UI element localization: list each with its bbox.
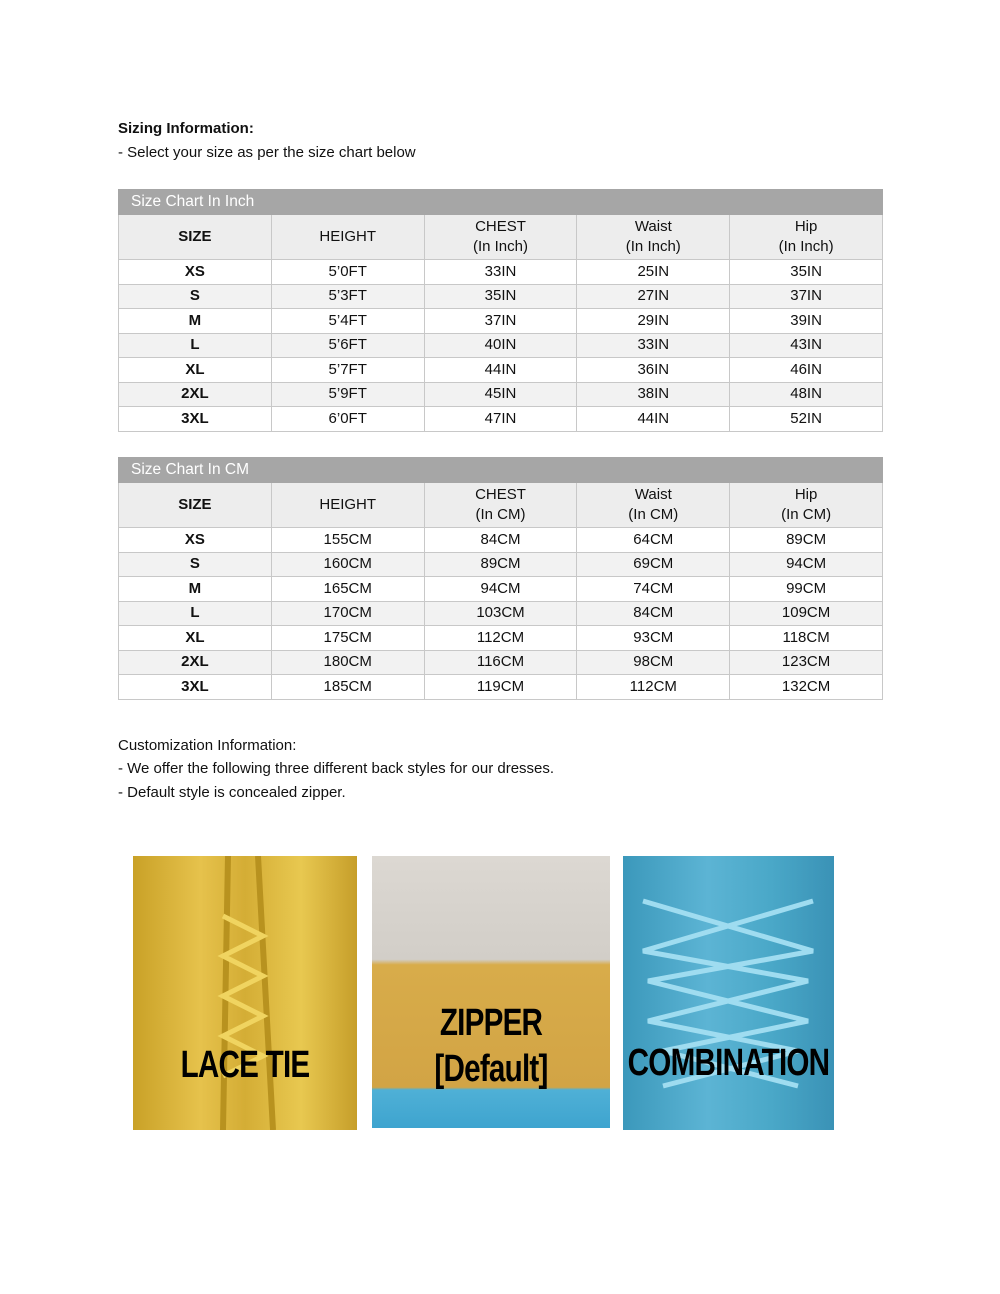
column-header <box>424 483 577 528</box>
table-cell: 175CM <box>271 626 424 651</box>
table-cell: 112CM <box>577 675 730 700</box>
table-cell: 33IN <box>577 333 730 358</box>
column-header <box>730 215 883 260</box>
column-header <box>119 483 272 528</box>
table-cell: 180CM <box>271 650 424 675</box>
table-cell: 6’0FT <box>271 407 424 432</box>
table-cell: 94CM <box>424 577 577 602</box>
size-cell: 3XL <box>119 675 272 700</box>
combination-photo <box>623 856 834 1130</box>
column-header <box>271 215 424 260</box>
column-header-text: Waist <box>634 486 672 503</box>
table-header-row <box>119 215 883 260</box>
table-title: Size Chart In Inch <box>119 190 883 215</box>
size-cell: XS <box>119 528 272 553</box>
column-header-text: (In Inch) <box>778 238 834 255</box>
table-cell: 52IN <box>730 407 883 432</box>
table-row <box>119 650 883 675</box>
column-header <box>271 483 424 528</box>
table-cell: 43IN <box>730 333 883 358</box>
column-header <box>119 215 272 260</box>
column-header-text: CHEST <box>475 218 526 235</box>
table-cell: 45IN <box>424 382 577 407</box>
column-header <box>577 215 730 260</box>
table-cell: 109CM <box>730 601 883 626</box>
table-cell: 123CM <box>730 650 883 675</box>
table-cell: 48IN <box>730 382 883 407</box>
table-row <box>119 577 883 602</box>
zipper-label: ZIPPER <box>439 1002 543 1044</box>
table-cell: 185CM <box>271 675 424 700</box>
table-row <box>119 382 883 407</box>
table-cell: 89CM <box>424 552 577 577</box>
table-row <box>119 601 883 626</box>
size-cell: M <box>119 309 272 334</box>
table-title: Size Chart In CM <box>119 458 883 483</box>
column-header-text: HEIGHT <box>319 496 377 513</box>
table-row <box>119 309 883 334</box>
table-cell: 119CM <box>424 675 577 700</box>
column-header-text: (In CM) <box>781 506 832 523</box>
column-header-text: CHEST <box>475 486 526 503</box>
table-cell: 36IN <box>577 358 730 383</box>
table-cell: 46IN <box>730 358 883 383</box>
table-row <box>119 675 883 700</box>
table-cell: 98CM <box>577 650 730 675</box>
column-header <box>424 215 577 260</box>
size-cell: XS <box>119 260 272 285</box>
size-cell: XL <box>119 626 272 651</box>
table-cell: 160CM <box>271 552 424 577</box>
table-cell: 94CM <box>730 552 883 577</box>
table-cell: 47IN <box>424 407 577 432</box>
size-cell: S <box>119 284 272 309</box>
table-cell: 84CM <box>577 601 730 626</box>
table-cell: 39IN <box>730 309 883 334</box>
table-cell: 89CM <box>730 528 883 553</box>
table-cell: 5’0FT <box>271 260 424 285</box>
table-row <box>119 333 883 358</box>
sizing-title: Sizing Information: <box>118 120 254 137</box>
table-cell: 5’4FT <box>271 309 424 334</box>
customization-line-1: - We offer the following three different back styles for our dresses. <box>118 760 555 777</box>
size-chart-inch <box>118 189 883 432</box>
table-cell: 33IN <box>424 260 577 285</box>
zipper-default-label: [Default] <box>434 1048 548 1090</box>
customization-title: Customization Information: <box>118 737 297 754</box>
table-cell: 103CM <box>424 601 577 626</box>
table-cell: 37IN <box>730 284 883 309</box>
size-cell: 2XL <box>119 650 272 675</box>
column-header-text: (In Inch) <box>472 238 528 255</box>
column-header <box>577 483 730 528</box>
column-header-text: HEIGHT <box>319 228 377 245</box>
size-cell: XL <box>119 358 272 383</box>
customization-line-2: - Default style is concealed zipper. <box>118 784 346 801</box>
table-cell: 118CM <box>730 626 883 651</box>
table-cell: 116CM <box>424 650 577 675</box>
table-cell: 69CM <box>577 552 730 577</box>
column-header-text: Hip <box>794 218 818 235</box>
column-header <box>730 483 883 528</box>
size-cell: 2XL <box>119 382 272 407</box>
size-cell: M <box>119 577 272 602</box>
table-cell: 27IN <box>577 284 730 309</box>
table-cell: 74CM <box>577 577 730 602</box>
table-cell: 5’7FT <box>271 358 424 383</box>
table-cell: 5’3FT <box>271 284 424 309</box>
table-cell: 38IN <box>577 382 730 407</box>
table-row <box>119 528 883 553</box>
column-header-text: (In CM) <box>475 506 526 523</box>
column-header-text: (In Inch) <box>625 238 681 255</box>
table-cell: 5’9FT <box>271 382 424 407</box>
column-header-text: SIZE <box>178 228 212 245</box>
table-cell: 93CM <box>577 626 730 651</box>
table-row <box>119 358 883 383</box>
table-cell: 155CM <box>271 528 424 553</box>
lace-tie-photo <box>133 856 357 1130</box>
size-cell: L <box>119 333 272 358</box>
table-cell: 44IN <box>577 407 730 432</box>
combination-label: COMBINATION <box>627 1042 830 1084</box>
column-header-text: (In CM) <box>628 506 679 523</box>
table-row <box>119 407 883 432</box>
table-cell: 37IN <box>424 309 577 334</box>
table-cell: 165CM <box>271 577 424 602</box>
table-cell: 35IN <box>730 260 883 285</box>
table-cell: 99CM <box>730 577 883 602</box>
lace-tie-label: LACE TIE <box>180 1044 310 1086</box>
table-cell: 40IN <box>424 333 577 358</box>
size-cell: S <box>119 552 272 577</box>
table-row <box>119 284 883 309</box>
sizing-instruction: - Select your size as per the size chart below <box>118 144 416 161</box>
table-cell: 5’6FT <box>271 333 424 358</box>
table-cell: 29IN <box>577 309 730 334</box>
table-cell: 44IN <box>424 358 577 383</box>
table-header-row <box>119 483 883 528</box>
column-header-text: Hip <box>794 486 818 503</box>
table-cell: 64CM <box>577 528 730 553</box>
column-header-text: Waist <box>634 218 672 235</box>
table-cell: 25IN <box>577 260 730 285</box>
table-cell: 35IN <box>424 284 577 309</box>
size-chart-cm <box>118 457 883 700</box>
zipper-photo <box>372 856 610 1128</box>
table-row <box>119 260 883 285</box>
table-row <box>119 552 883 577</box>
table-row <box>119 626 883 651</box>
table-cell: 170CM <box>271 601 424 626</box>
table-cell: 112CM <box>424 626 577 651</box>
table-cell: 132CM <box>730 675 883 700</box>
column-header-text: SIZE <box>178 496 212 513</box>
size-cell: L <box>119 601 272 626</box>
size-cell: 3XL <box>119 407 272 432</box>
table-cell: 84CM <box>424 528 577 553</box>
